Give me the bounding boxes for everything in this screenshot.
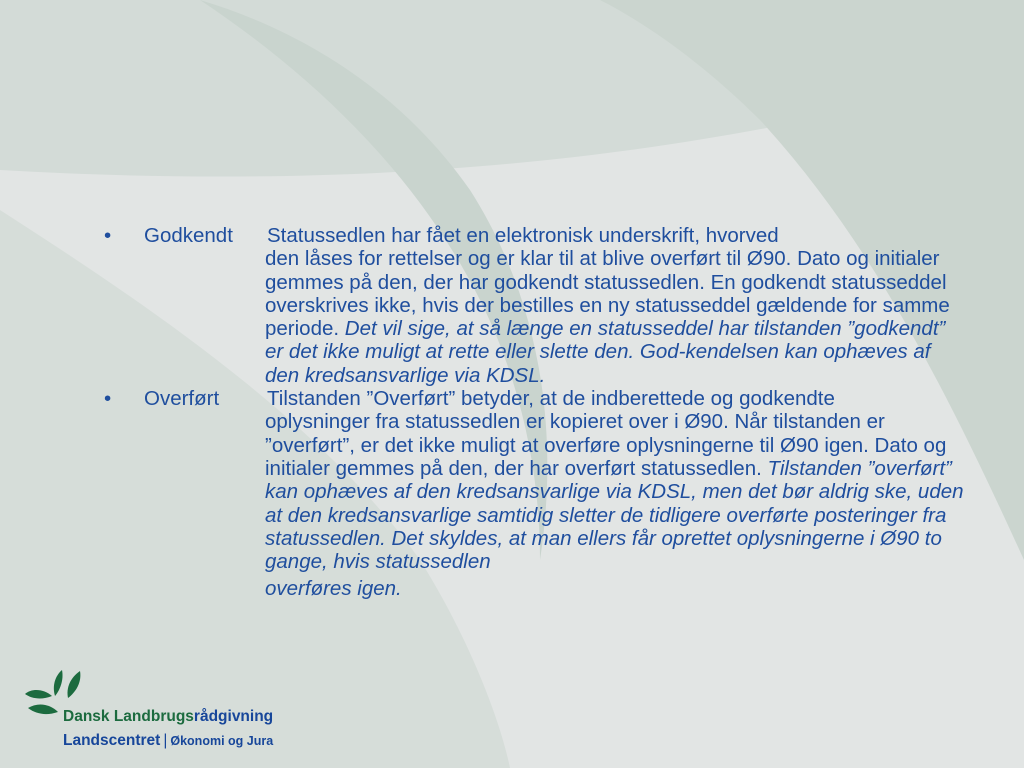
- description-body: oplysninger fra statussedlen er kopieret over i Ø90. Når tilstanden er ”overført”, er det ikke muligt at overføre oplysningerne til Ø90 igen. Dato og initialer gemmes på den, der har overført statussedlen.: [265, 410, 947, 480]
- list-item: [100, 387, 980, 601]
- list-item: [100, 224, 980, 387]
- status-description: [265, 387, 965, 601]
- description-italic-note: Tilstanden ”overført” kan ophæves af den kredsansvarlige via KDSL, men det bør aldrig ske, uden at den kredsansvarlige samtidig sletter de tidligere overførte posteringer fra statussedlen. Det skyldes, at man ellers får oprettet oplysningerne i Ø90 to gange, hvis statussedlen: [265, 456, 964, 574]
- logo-name-green: Dansk Landbrugs: [63, 708, 194, 725]
- logo-department-line: [63, 732, 273, 750]
- logo-name-blue: rådgivning: [193, 708, 274, 725]
- status-description-list: [100, 224, 980, 601]
- description-first-line: Statussedlen har fået en elektronisk underskrift, hvorved: [267, 224, 779, 247]
- logo-center: Landscentret: [63, 732, 161, 749]
- status-term-overfoert: Overført: [144, 387, 220, 411]
- logo-company-name: [63, 708, 273, 726]
- bullet-mark: •: [104, 387, 112, 411]
- company-logo: [22, 668, 352, 758]
- description-italic-last-line: overføres igen.: [265, 577, 402, 601]
- description-italic-note: Det vil sige, at så længe en statusseddel har tilstanden ”godkendt” er det ikke muligt at rette eller slette den. God-kendelsen kan ophæves af den kredsansvarlige via KDSL.: [265, 317, 946, 387]
- status-description: [265, 224, 965, 387]
- description-first-line: Tilstanden ”Overført” betyder, at de indberettede og godkendte: [267, 387, 835, 411]
- status-term-godkendt: Godkendt: [144, 224, 233, 247]
- logo-department: Økonomi og Jura: [170, 734, 274, 748]
- bullet-mark: •: [104, 224, 112, 247]
- logo-separator: |: [163, 732, 168, 749]
- description-body: den låses for rettelser og er klar til at blive overført til Ø90. Dato og initialer gemmes på den, der har godkendt statussedlen. En godkendt statusseddel overskrives ikke, hvis der bestilles en ny statusseddel gældende for samme periode.: [265, 247, 950, 341]
